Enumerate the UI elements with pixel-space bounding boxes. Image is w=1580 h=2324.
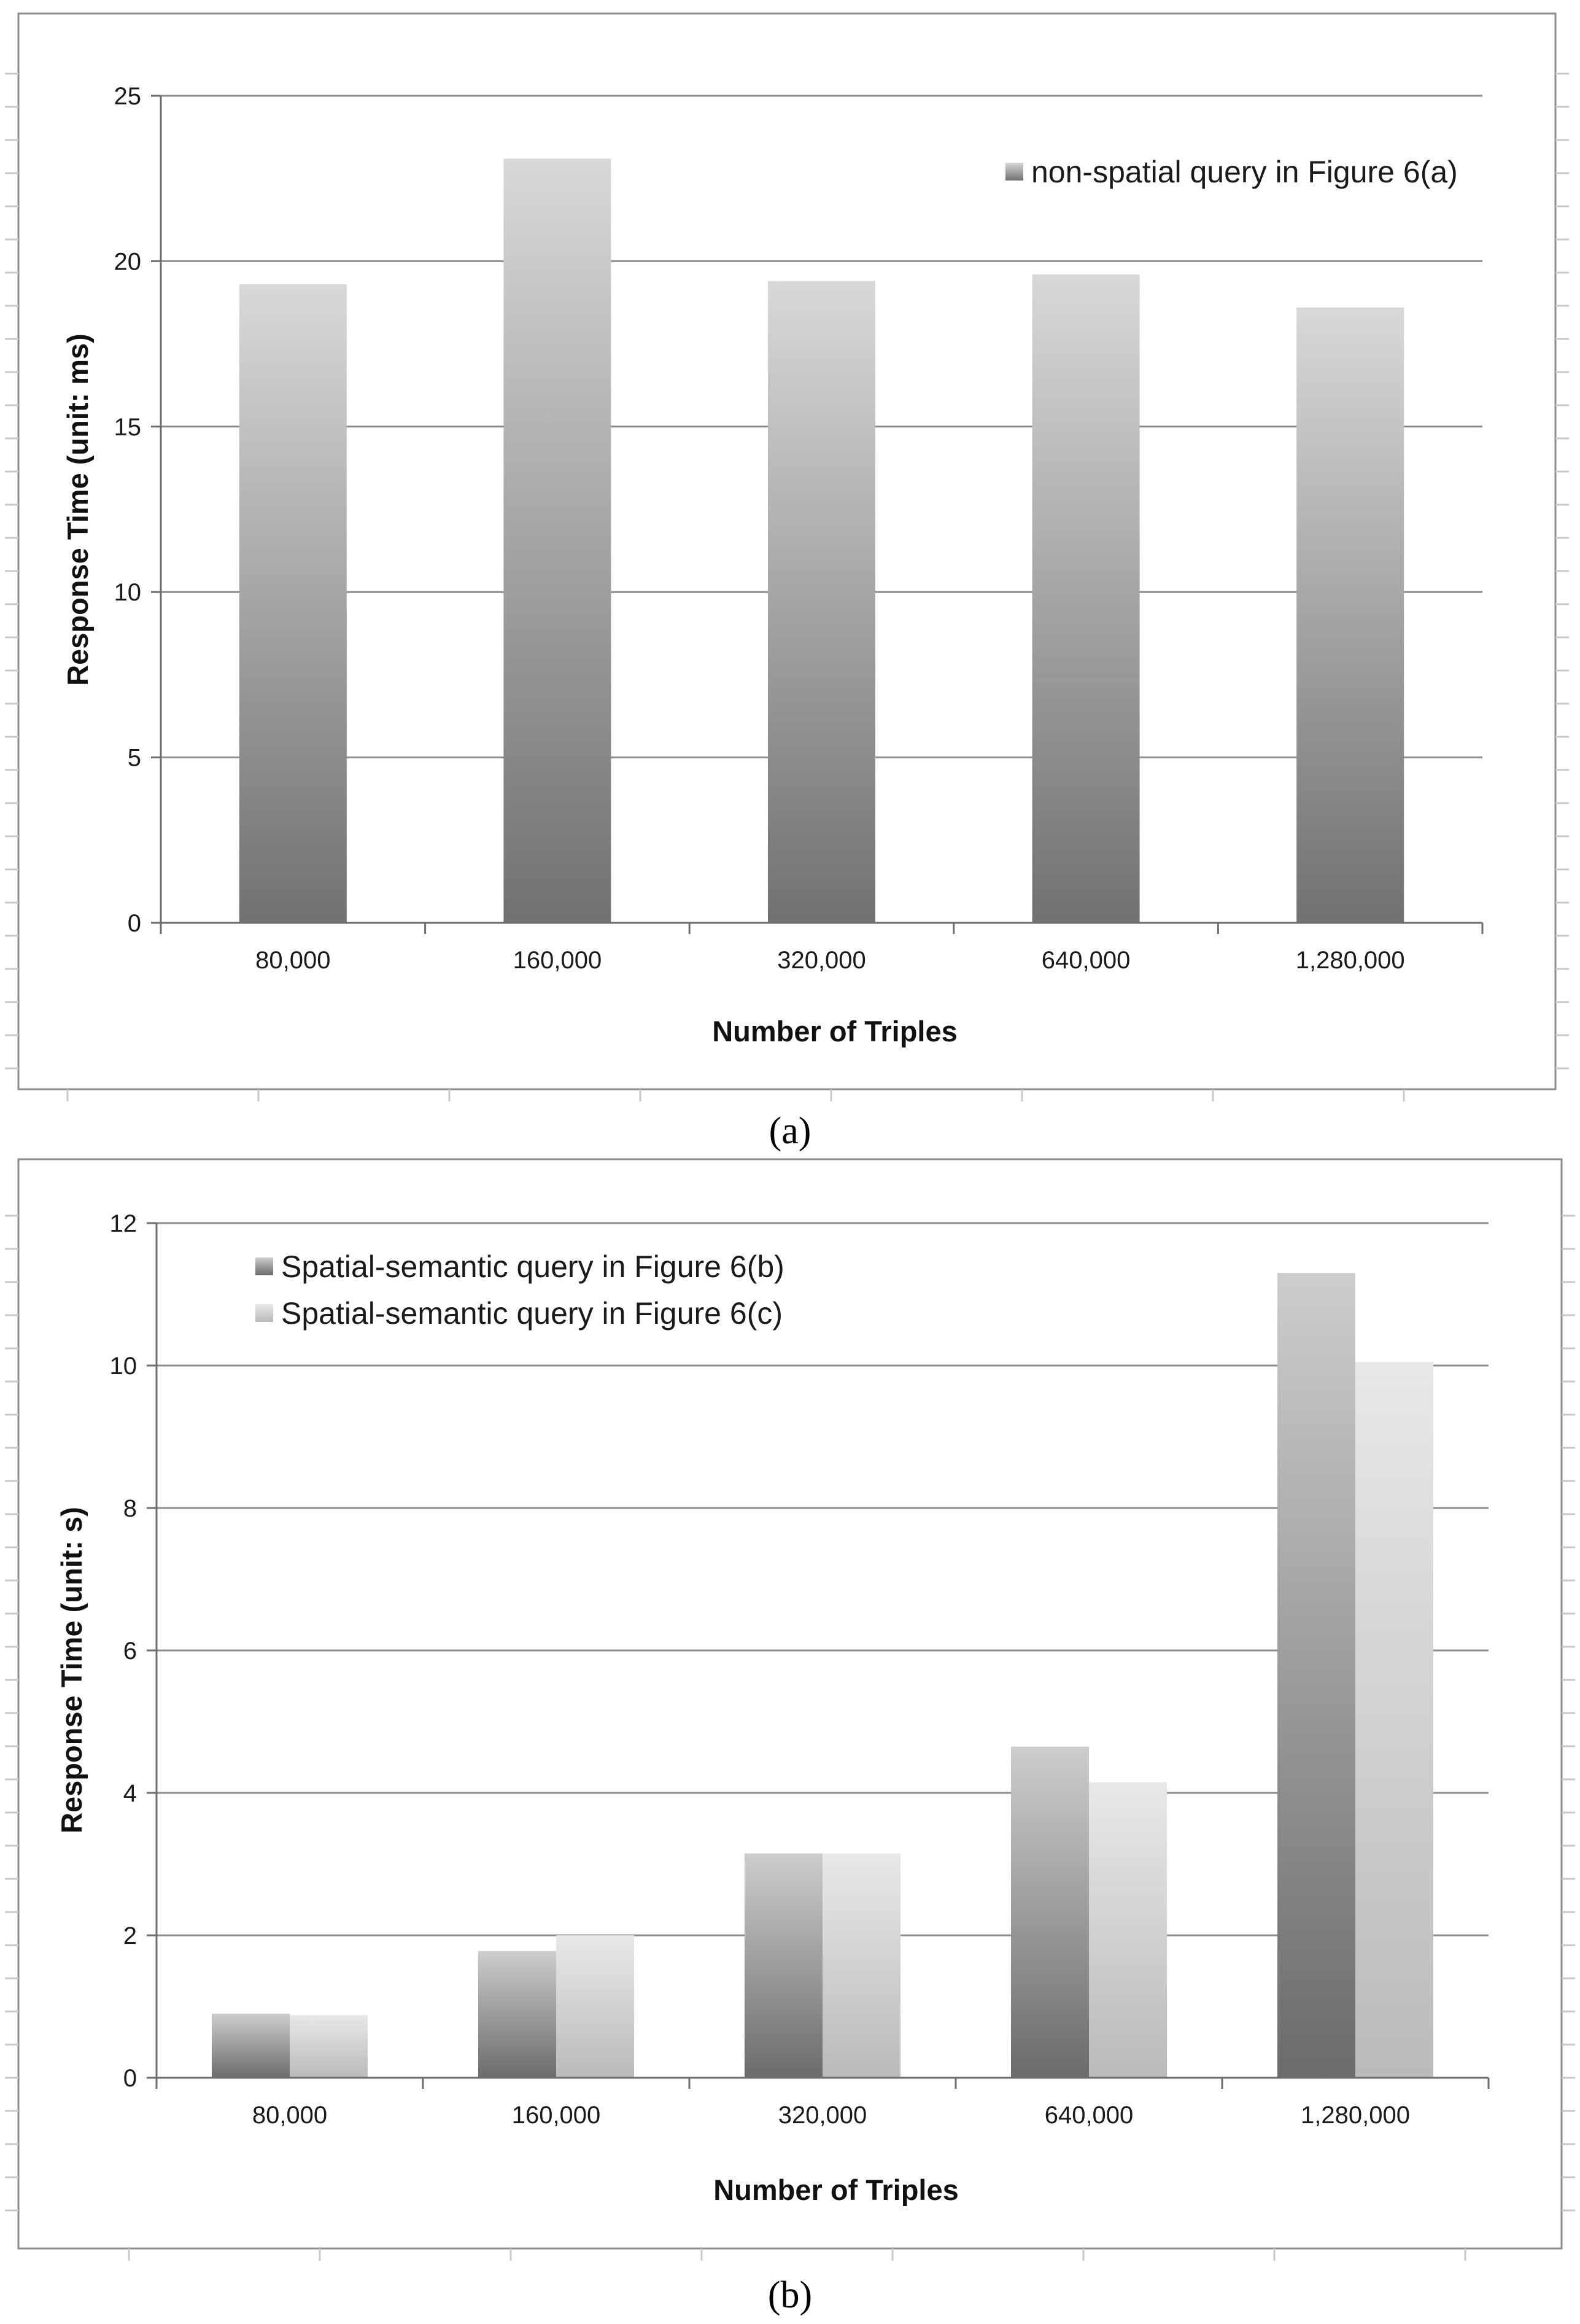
x-tick-label: 640,000 [1041, 947, 1131, 974]
bar [239, 284, 347, 923]
bar [823, 1854, 900, 2078]
chart-panel-a [5, 14, 1569, 1102]
x-axis-title-a: Number of Triples [712, 1015, 958, 1047]
bar [1032, 274, 1140, 923]
x-axis-title-b: Number of Triples [713, 2174, 959, 2206]
bar [768, 281, 875, 923]
y-tick-label: 10 [109, 1353, 137, 1380]
y-axis-title-b: Response Time (unit: s) [55, 1507, 88, 1833]
chart-panel-b [5, 1159, 1575, 2261]
x-tick-label: 160,000 [513, 947, 602, 974]
y-tick-label: 10 [114, 579, 141, 607]
legend-a [1005, 155, 1458, 189]
y-tick-label: 25 [114, 83, 141, 110]
bar [1089, 1782, 1167, 2078]
x-tick-label: 1,280,000 [1301, 2102, 1410, 2129]
x-tick-label: 160,000 [511, 2102, 601, 2129]
y-tick-label: 4 [123, 1780, 137, 1807]
bar [290, 2015, 368, 2078]
x-tick-label: 320,000 [778, 2102, 867, 2129]
bar [745, 1854, 823, 2078]
y-tick-label: 0 [127, 910, 141, 937]
y-tick-label: 2 [123, 1922, 137, 1949]
caption-b: (b) [767, 2274, 813, 2316]
x-tick-label: 640,000 [1044, 2102, 1134, 2129]
y-tick-label: 0 [123, 2065, 137, 2092]
y-tick-label: 12 [109, 1210, 137, 1237]
bar [212, 2014, 290, 2078]
bar [1011, 1747, 1089, 2078]
y-axis-title-a: Response Time (unit: ms) [61, 333, 94, 686]
x-tick-label: 80,000 [255, 947, 331, 974]
legend-swatch-a [1005, 163, 1023, 181]
legend-swatch-b1 [255, 1257, 273, 1275]
bar [556, 1935, 634, 2078]
x-tick-label: 320,000 [777, 947, 866, 974]
bar [1355, 1362, 1433, 2078]
legend-label-a: non-spatial query in Figure 6(a) [1031, 155, 1458, 189]
legend-swatch-b2 [255, 1304, 273, 1322]
y-tick-label: 20 [114, 248, 141, 276]
legend-label-b2: Spatial-semantic query in Figure 6(c) [281, 1296, 783, 1331]
bar [1277, 1273, 1355, 2078]
caption-a: (a) [769, 1110, 811, 1152]
bar [478, 1951, 556, 2078]
y-tick-label: 6 [123, 1638, 137, 1665]
bar [503, 158, 611, 923]
y-tick-label: 15 [114, 413, 141, 441]
bar [1296, 308, 1404, 923]
y-tick-label: 8 [123, 1495, 137, 1522]
x-tick-label: 1,280,000 [1295, 947, 1405, 974]
y-tick-label: 5 [127, 744, 141, 772]
legend-label-b1: Spatial-semantic query in Figure 6(b) [281, 1249, 784, 1284]
x-tick-label: 80,000 [252, 2102, 328, 2129]
